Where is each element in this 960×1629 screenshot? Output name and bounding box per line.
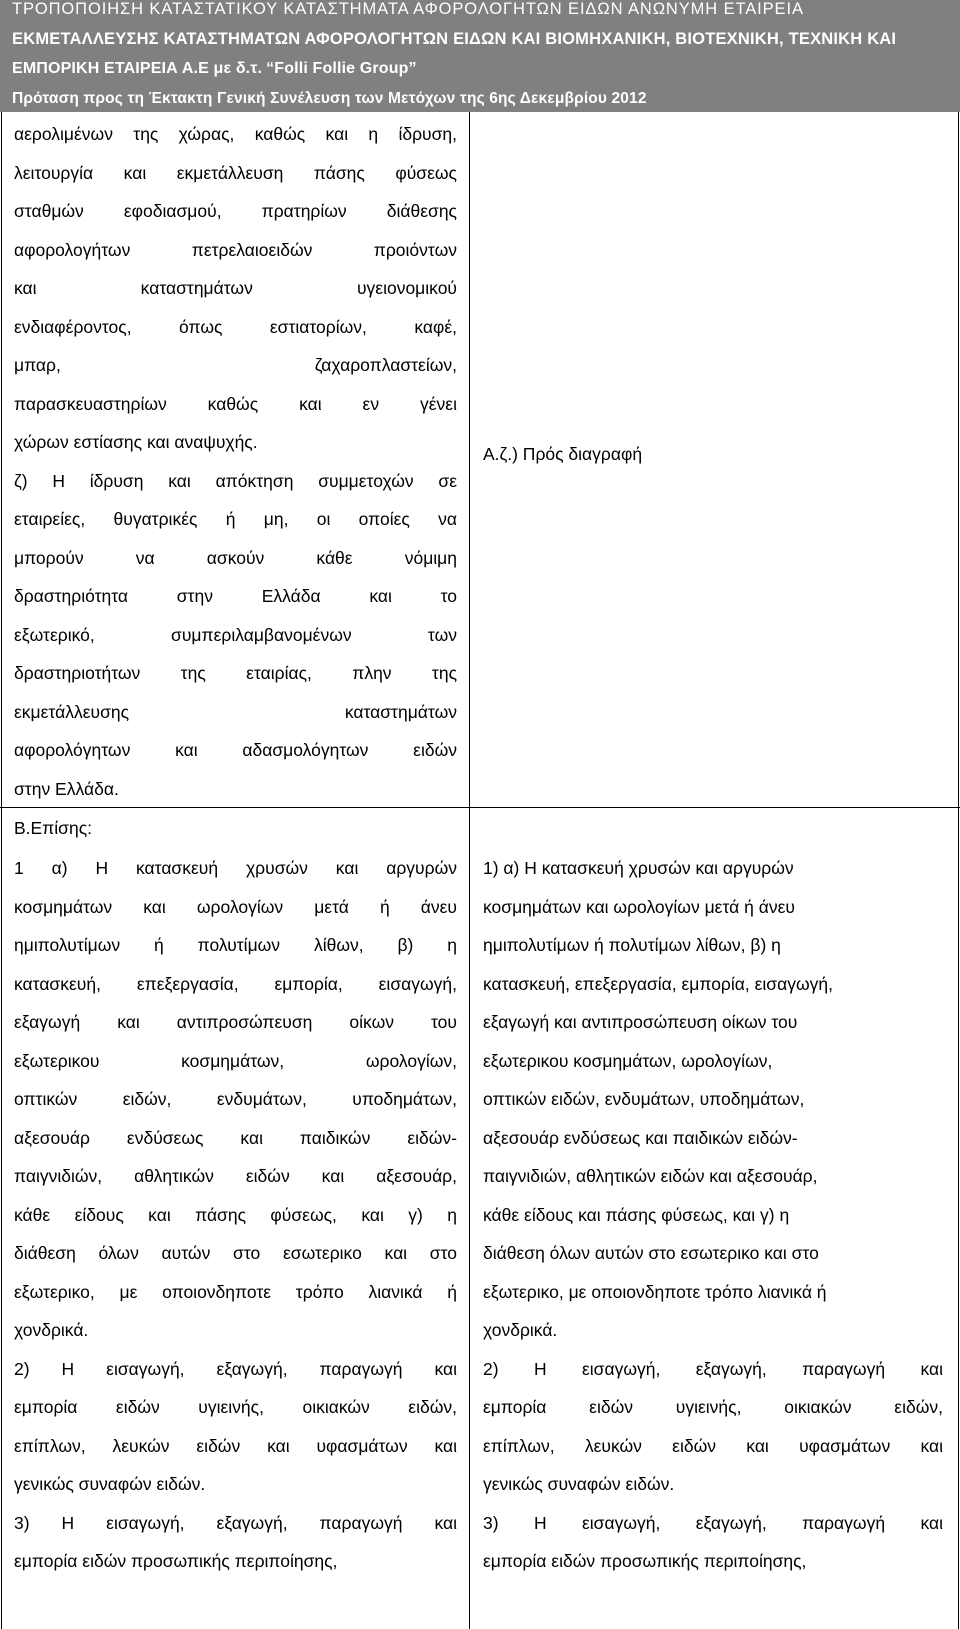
text-line: μπαρ, ζαχαροπλαστείων, [14, 355, 457, 375]
header-company: ΕΜΠΟΡΙΚΗ ΕΤΑΙΡΕΙΑ Α.Ε με δ.τ. [12, 60, 263, 77]
text-line: κοσμημάτων και ωρολογίων μετά ή άνευ [14, 896, 457, 917]
text-line: σταθμών εφοδιασμού, πρατηρίων διάθεσης [14, 201, 457, 221]
section-b-right-cell [483, 849, 943, 1581]
text-line: παρασκευαστηρίων καθώς και εν γένει [14, 393, 457, 414]
text-line: κάθε είδους και πάσης φύσεως, και γ) η [14, 1204, 457, 1225]
text-line: 3) Η εισαγωγή, εξαγωγή, παραγωγή και [14, 1512, 457, 1533]
section-b-left-cell [14, 849, 457, 1581]
text-line: ημιπολυτίμων ή πολυτίμων λίθων, β) η [14, 935, 457, 955]
text-line: εμπορία ειδών προσωπικής περιποίησης, [483, 1551, 807, 1571]
text-line: επίπλων, λευκών ειδών και υφασμάτων και [14, 1435, 457, 1456]
section-a-right-cell [483, 435, 943, 474]
section-b-heading-cell [14, 809, 457, 848]
header-line-2: ΕΚΜΕΤΑΛΛΕΥΣΗΣ ΚΑΤΑΣΤΗΜΑΤΩΝ ΑΦΟΡΟΛΟΓΗΤΩΝ ΕΙΔΩΝ ΚΑΙ ΒΙΟΜΗΧΑΝΙΚΗ, ΒΙΟΤΕΧΝΙΚΗ, ΤΕΧΝΙΚΗ ΚΑΙ [12, 30, 897, 48]
text-line: αξεσουάρ ενδύσεως και παιδικών ειδών- [14, 1127, 457, 1148]
text-line: στην Ελλάδα. [14, 778, 119, 799]
text-line: ημιπολυτίμων ή πολυτίμων λίθων, β) η [483, 935, 781, 955]
text-line: παιγνιδιών, αθλητικών ειδών και αξεσουάρ, [483, 1166, 818, 1186]
document-header [0, 0, 960, 112]
text-line: χονδρικά. [14, 1320, 89, 1340]
text-line: 1) α) Η κατασκευή χρυσών και αργυρών [483, 858, 794, 878]
text-line: 3) Η εισαγωγή, εξαγωγή, παραγωγή και [483, 1512, 943, 1533]
text-line: ενδιαφέροντος, όπως εστιατορίων, καφέ, [14, 316, 457, 337]
table-border-right [958, 112, 959, 1629]
text-line: διάθεση όλων αυτών στο εσωτερικο και στο [14, 1243, 457, 1263]
text-line: διάθεση όλων αυτών στο εσωτερικο και στο [483, 1243, 819, 1263]
text-line: και καταστημάτων υγειονομικού [14, 278, 457, 298]
text-line: δραστηριότητα στην Ελλάδα και το [14, 586, 457, 606]
header-line-1: ΤΡΟΠΟΠΟΙΗΣΗ ΚΑΤΑΣΤΑΤΙΚΟΥ ΚΑΤΑΣΤΗΜΑΤΑ ΑΦΟΡΟΛΟΓΗΤΩΝ ΕΙΔΩΝ ΑΝΩΝΥΜΗ ΕΤΑΙΡΕΙΑ [12, 0, 804, 18]
text-line: δραστηριοτήτων της εταιρίας, πλην της [14, 663, 457, 683]
text-line: εξωτερικου κοσμημάτων, ωρολογίων, [14, 1050, 457, 1071]
text-line: εξαγωγή και αντιπροσώπευση οίκων του [483, 1012, 798, 1032]
text-line: εξωτερικο, με οποιονδηποτε τρόπο λιανικά ή [483, 1281, 827, 1302]
text-line: εκμετάλλευσης καταστημάτων [14, 701, 457, 722]
text-line: ζ) Η ίδρυση και απόκτηση συμμετοχών σε [14, 470, 457, 491]
text-line: κατασκευή, επεξεργασία, εμπορία, εισαγωγή, [14, 973, 457, 994]
header-line-3 [12, 60, 417, 78]
deletion-note: Α.ζ.) Πρός διαγραφή [483, 444, 643, 464]
text-line: εμπορία ειδών υγιεινής, οικιακών ειδών, [14, 1397, 457, 1417]
text-line: εξαγωγή και αντιπροσώπευση οίκων του [14, 1012, 457, 1032]
text-line: γενικώς συναφών ειδών. [483, 1474, 675, 1494]
text-line: μπορούν να ασκούν κάθε νόμιμη [14, 547, 457, 568]
header-brand: “Folli Follie Group” [266, 60, 417, 77]
text-line: παιγνιδιών, αθλητικών ειδών και αξεσουάρ, [14, 1166, 457, 1186]
text-line: κάθε είδους και πάσης φύσεως, και γ) η [483, 1204, 790, 1225]
text-line: 1 α) Η κατασκευή χρυσών και αργυρών [14, 858, 457, 878]
table-column-divider [469, 112, 470, 1629]
text-line: κοσμημάτων και ωρολογίων μετά ή άνευ [483, 896, 795, 917]
section-b-heading: Β.Επίσης: [14, 818, 92, 838]
text-line: γενικώς συναφών ειδών. [14, 1474, 206, 1494]
text-line: 2) Η εισαγωγή, εξαγωγή, παραγωγή και [14, 1358, 457, 1379]
text-line: 2) Η εισαγωγή, εξαγωγή, παραγωγή και [483, 1358, 943, 1379]
text-line: αφορολογήτων πετρελαιοειδών προιόντων [14, 239, 457, 260]
text-line: εξωτερικου κοσμημάτων, ωρολογίων, [483, 1050, 773, 1071]
text-line: χώρων εστίασης και αναψυχής. [14, 432, 258, 452]
header-proposal-line: Πρόταση προς τη Έκτακτη Γενική Συνέλευση των Μετόχων της 6ης Δεκεμβρίου 2012 [12, 90, 647, 107]
text-line: αφορολόγητων και αδασμολόγητων ειδών [14, 740, 457, 760]
text-line: οπτικών ειδών, ενδυμάτων, υποδημάτων, [14, 1089, 457, 1109]
text-line: χονδρικά. [483, 1320, 558, 1340]
text-line: εμπορία ειδών προσωπικής περιποίησης, [14, 1551, 338, 1571]
text-line: εξωτερικο, με οποιονδηποτε τρόπο λιανικά ή [14, 1281, 457, 1302]
text-line: επίπλων, λευκών ειδών και υφασμάτων και [483, 1435, 943, 1456]
text-line: εξωτερικό, συμπεριλαμβανομένων των [14, 624, 457, 645]
text-line: αξεσουάρ ενδύσεως και παιδικών ειδών- [483, 1127, 798, 1148]
table-border-left [1, 112, 2, 1629]
text-line: κατασκευή, επεξεργασία, εμπορία, εισαγωγή, [483, 973, 833, 994]
text-line: εμπορία ειδών υγιεινής, οικιακών ειδών, [483, 1397, 943, 1417]
section-a-left-cell [14, 115, 457, 808]
text-line: λειτουργία και εκμετάλλευση πάσης φύσεως [14, 162, 457, 183]
text-line: οπτικών ειδών, ενδυμάτων, υποδημάτων, [483, 1089, 805, 1109]
text-line: αερολιμένων της χώρας, καθώς και η ίδρυση, [14, 124, 457, 144]
comparison-table [0, 112, 960, 1629]
text-line: εταιρείες, θυγατρικές ή μη, οι οποίες να [14, 509, 457, 529]
